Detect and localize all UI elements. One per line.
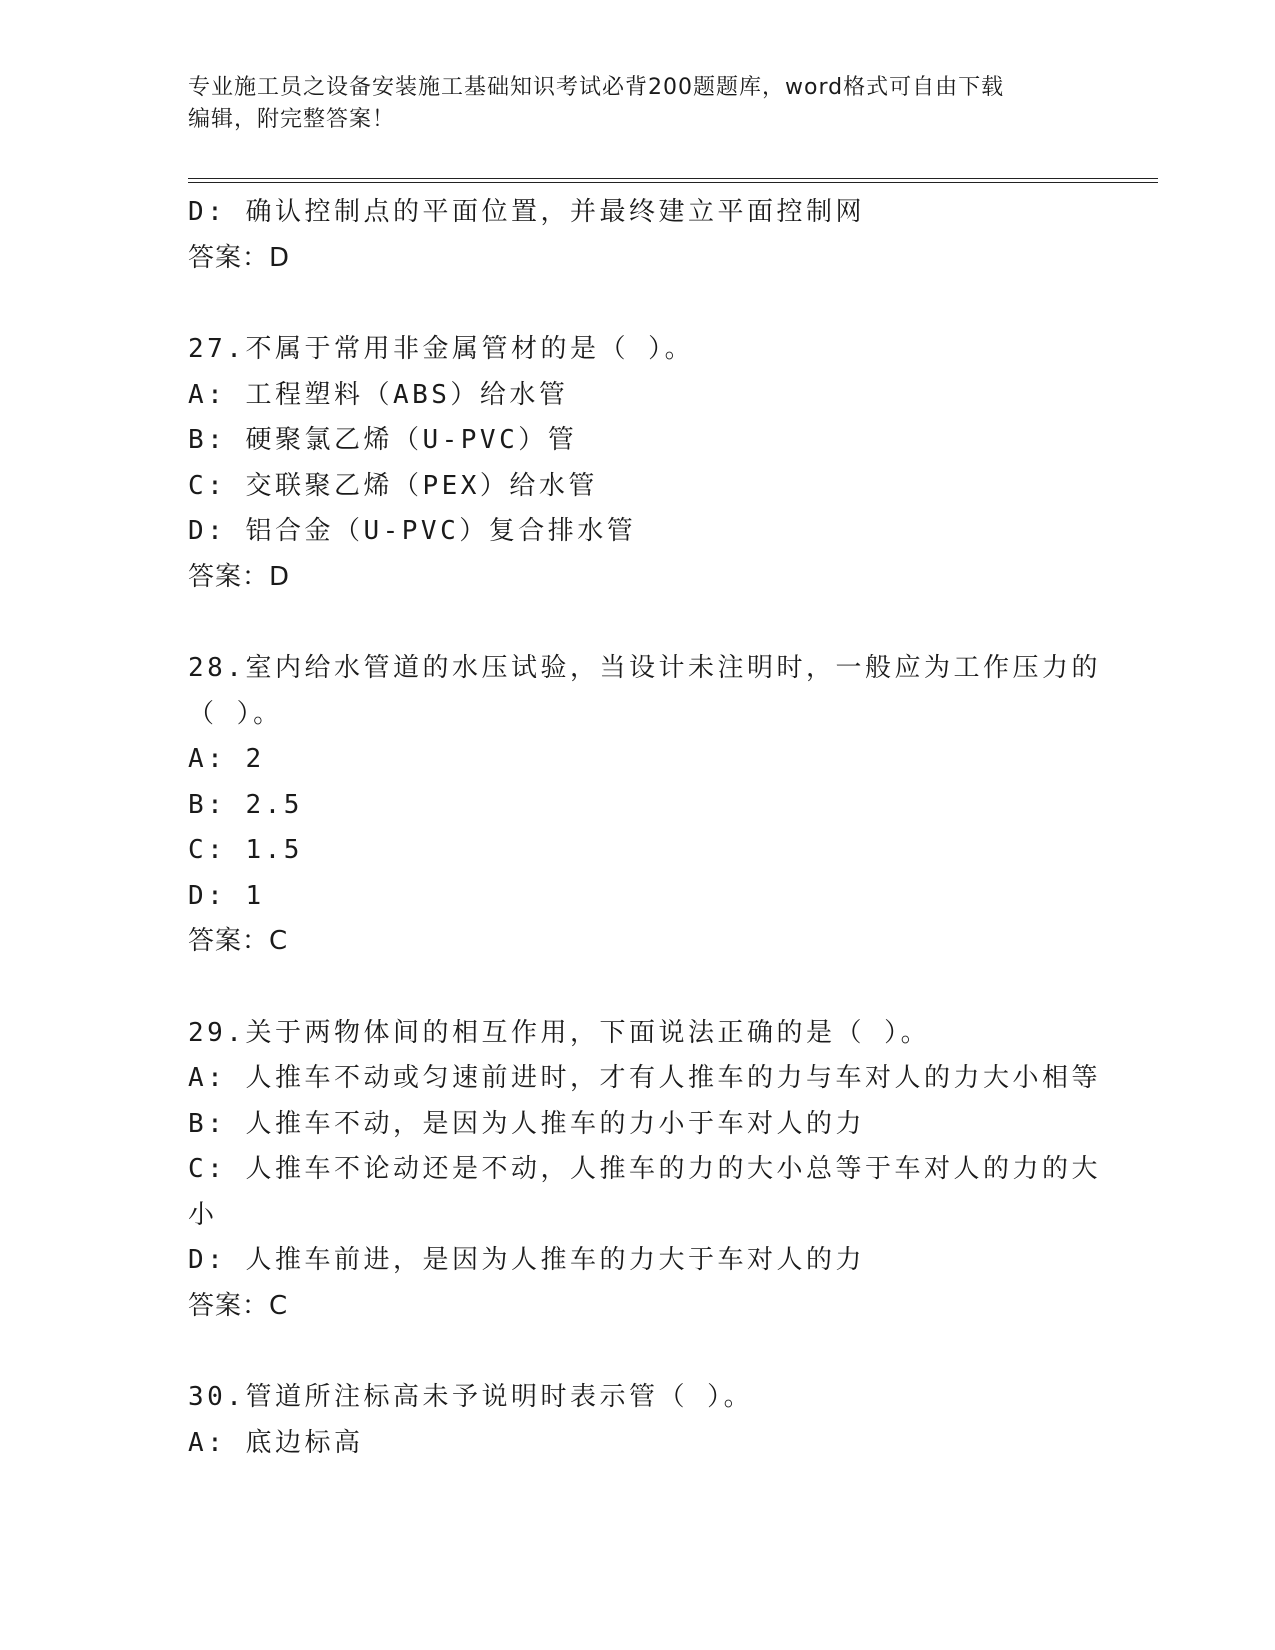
answer-line: 答案：C (188, 926, 289, 956)
option-b: B: 2.5 (188, 789, 303, 820)
option-d: D: 确认控制点的平面位置，并最终建立平面控制网 (188, 197, 865, 227)
question-28 (188, 646, 1101, 965)
question-27 (188, 327, 1088, 600)
question-list (188, 190, 1101, 1466)
option-a: A: 底边标高 (188, 1427, 364, 1458)
option-c-continued: 小 (188, 1199, 218, 1230)
option-b: B: 人推车不动，是因为人推车的力小于车对人的力 (188, 1108, 865, 1139)
spacer (188, 1329, 1088, 1375)
question-title: 28.室内给水管道的水压试验，当设计未注明时，一般应为工作压力的 (188, 653, 1101, 683)
question-29 (188, 1011, 1101, 1330)
header-divider (188, 178, 1158, 183)
option-c: C: 1.5 (188, 835, 303, 865)
spacer (188, 600, 1088, 646)
option-b: B: 硬聚氯乙烯（U-PVC）管 (188, 425, 578, 455)
header-title-line-2: 编辑，附完整答案！ (188, 107, 396, 132)
spacer (188, 281, 1088, 327)
header-title-line-1: 专业施工员之设备安装施工基础知识考试必背200题题库，word格式可自由下载 (188, 75, 1005, 100)
question-title: 29.关于两物体间的相互作用，下面说法正确的是（ ）。 (188, 1017, 931, 1048)
option-c: C: 交联聚乙烯（PEX）给水管 (188, 470, 598, 501)
spacer (188, 965, 1088, 1011)
option-a: A: 人推车不动或匀速前进时，才有人推车的力与车对人的力大小相等 (188, 1063, 1101, 1093)
option-d: D: 铝合金（U-PVC）复合排水管 (188, 516, 637, 546)
answer-line: 答案：C (188, 1290, 289, 1321)
document-header (188, 72, 1088, 136)
question-title: 30.管道所注标高未予说明时表示管（ ）。 (188, 1382, 754, 1412)
option-a: A: 2 (188, 744, 265, 774)
answer-line: 答案：D (188, 242, 291, 273)
answer-line: 答案：D (188, 561, 291, 592)
option-d: D: 人推车前进，是因为人推车的力大于车对人的力 (188, 1245, 865, 1275)
question-title-continued: （ ）。 (188, 698, 283, 729)
option-d: D: 1 (188, 880, 265, 911)
option-c: C: 人推车不论动还是不动，人推车的力的大小总等于车对人的力的大 (188, 1154, 1101, 1184)
question-30 (188, 1375, 1088, 1466)
option-a: A: 工程塑料（ABS）给水管 (188, 379, 569, 410)
question-title: 27.不属于常用非金属管材的是（ ）。 (188, 334, 695, 364)
